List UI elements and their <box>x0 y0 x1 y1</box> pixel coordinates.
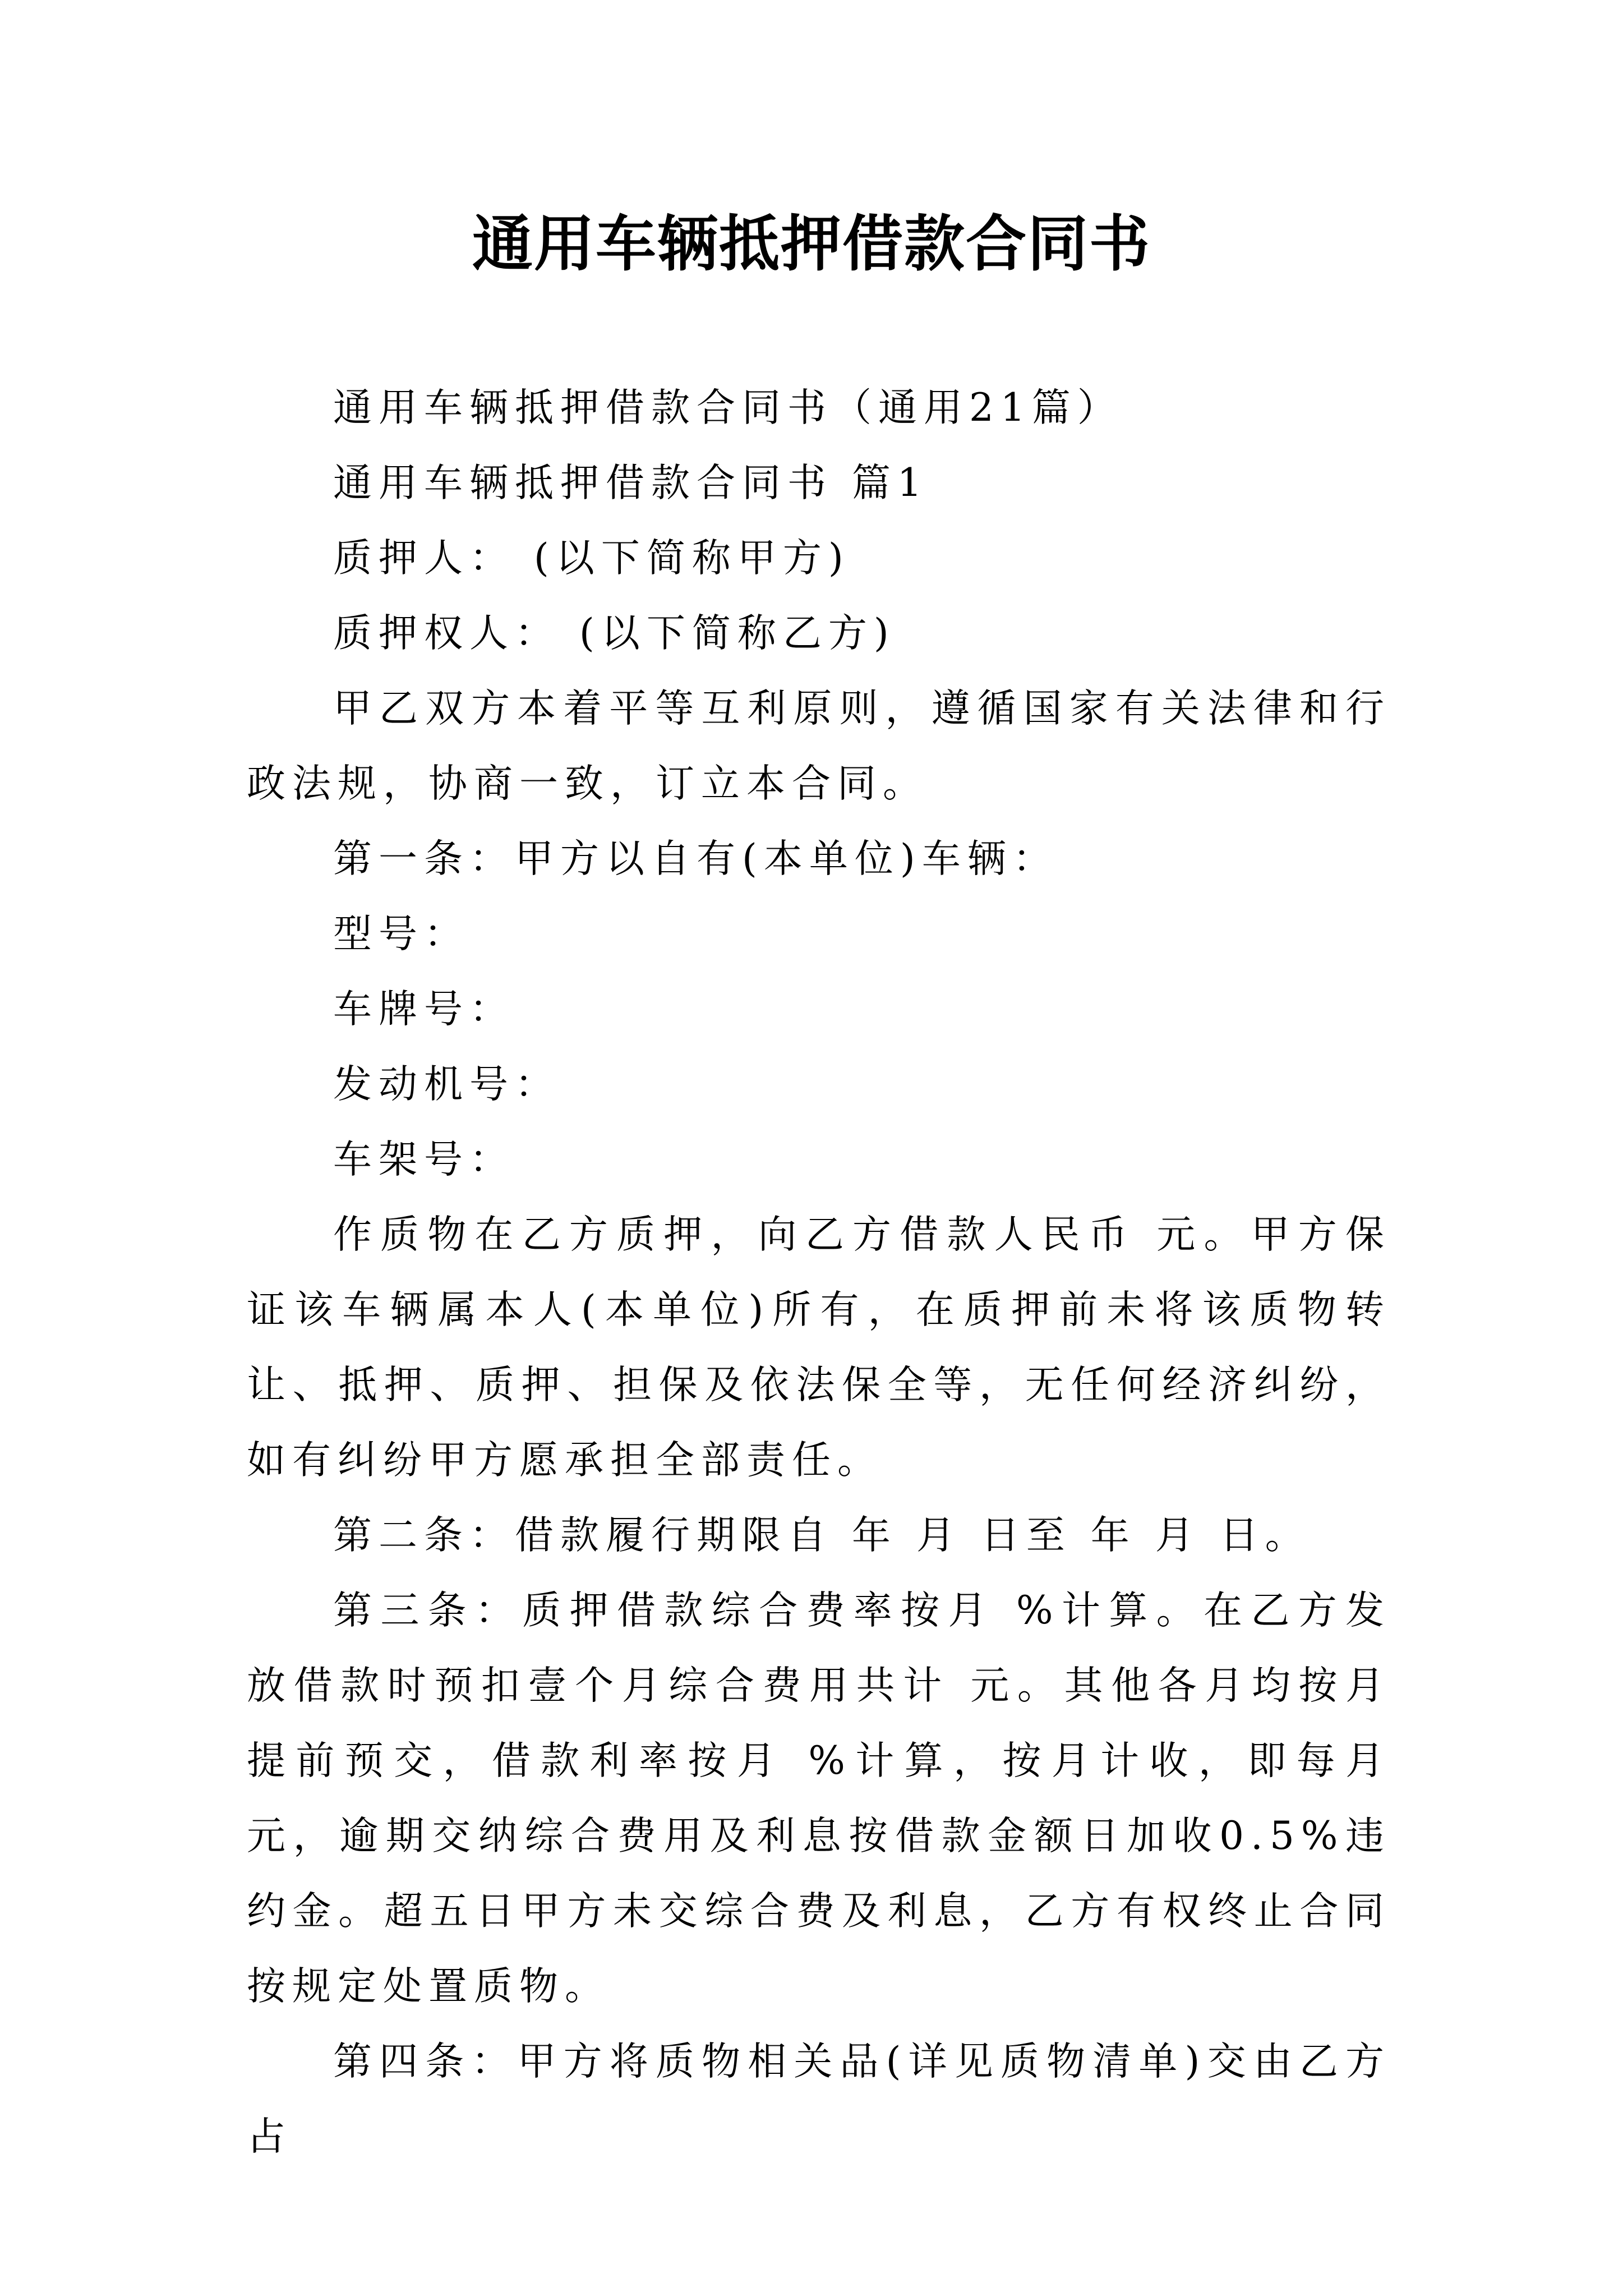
article-4: 第四条：甲方将质物相关品(详见质物清单)交由乙方占 <box>247 2039 1391 2159</box>
party-a-line: 质押人： (以下简称甲方) <box>333 536 850 581</box>
article-1: 第一条：甲方以自有(本单位)车辆： <box>333 836 1058 881</box>
frame-number-line: 车架号： <box>333 1137 515 1182</box>
preamble-paragraph: 甲乙双方本着平等互利原则，遵循国家有关法律和行政法规，协商一致，订立本合同。 <box>247 686 1391 806</box>
engine-number-line: 发动机号： <box>333 1062 560 1107</box>
section-heading: 通用车辆抵押借款合同书 篇1 <box>333 461 929 505</box>
pledge-paragraph: 作质物在乙方质押，向乙方借款人民币 元。甲方保证该车辆属本人(本单位)所有，在质押前未将该质物转让、抵押、质押、担保及依法保全等，无任何经济纠纷，如有纠纷甲方愿承担全部责任。 <box>247 1212 1391 1483</box>
article-3: 第三条：质押借款综合费率按月 %计算。在乙方发放借款时预扣壹个月综合费用共计 元。其他各月均按月提前预交，借款利率按月 %计算，按月计收，即每月 元，逾期交纳综合费用及利息按借款金额日加收0.5%违约金。超五日甲方未交综合费及利息，乙方有权终止合同按规定处置质物。 <box>247 1588 1391 2009</box>
party-b-line: 质押权人： (以下简称乙方) <box>333 611 896 656</box>
subtitle-collection: 通用车辆抵押借款合同书（通用21篇） <box>333 385 1123 430</box>
article-2: 第二条：借款履行期限自 年 月 日至 年 月 日。 <box>333 1513 1311 1558</box>
license-plate-line: 车牌号： <box>333 987 515 1032</box>
vehicle-model-line: 型号： <box>333 912 469 956</box>
document-body <box>247 370 1391 2174</box>
document-title: 通用车辆抵押借款合同书 <box>472 209 1151 279</box>
